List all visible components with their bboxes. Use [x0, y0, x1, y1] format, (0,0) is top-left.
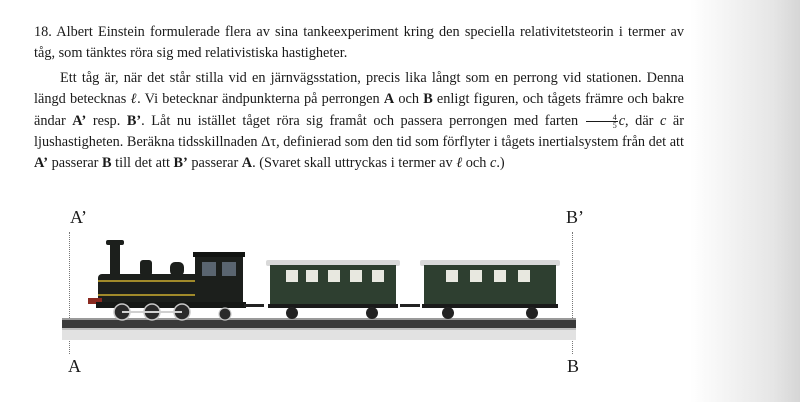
label-b: B: [567, 356, 580, 376]
track: [62, 318, 576, 340]
fraction-four-fifths: $\frac{4}{5}$: [586, 114, 618, 129]
problem-number: 18.: [34, 24, 52, 40]
label-a-prime: A’: [70, 207, 87, 227]
problem-intro: 18. Albert Einstein formulerade flera av sina tankeexperiment kring den speciella relativitetsteorin i termer av tåg, som tänktes röra sig med relativistiska hastigheter.: [34, 24, 684, 62]
coupling: [400, 304, 420, 307]
coach-2: [420, 260, 560, 319]
page-edge-shade: [690, 0, 800, 402]
locomotive: [88, 240, 246, 320]
label-b-prime: B’: [566, 207, 584, 227]
coupling: [244, 304, 264, 307]
coach-1: [266, 260, 400, 319]
label-a: A: [68, 356, 81, 376]
train-figure: [60, 232, 580, 346]
problem-body: Ett tåg är, när det står stilla vid en järnvägsstation, precis lika långt som en perrong vid stationen. Denna längd betecknas ℓ. Vi betecknar ändpunkterna på perrongen A och B enligt figuren, och tågets främre och bakre ändar A’ resp. B’. Låt nu istället tåget röra sig framåt och passera perrongen med farten $\frac{4}{5}$ c, där c är ljushastigheten. Beräkna tidsskillnaden Δτ, definierad som den tid som förflyter i tågets inertialsystem från det att A’ passerar B till det att B’ passerar A. (Svaret skall uttryckas i termer av ℓ och c.): [34, 69, 684, 172]
problem-text: [34, 22, 684, 175]
